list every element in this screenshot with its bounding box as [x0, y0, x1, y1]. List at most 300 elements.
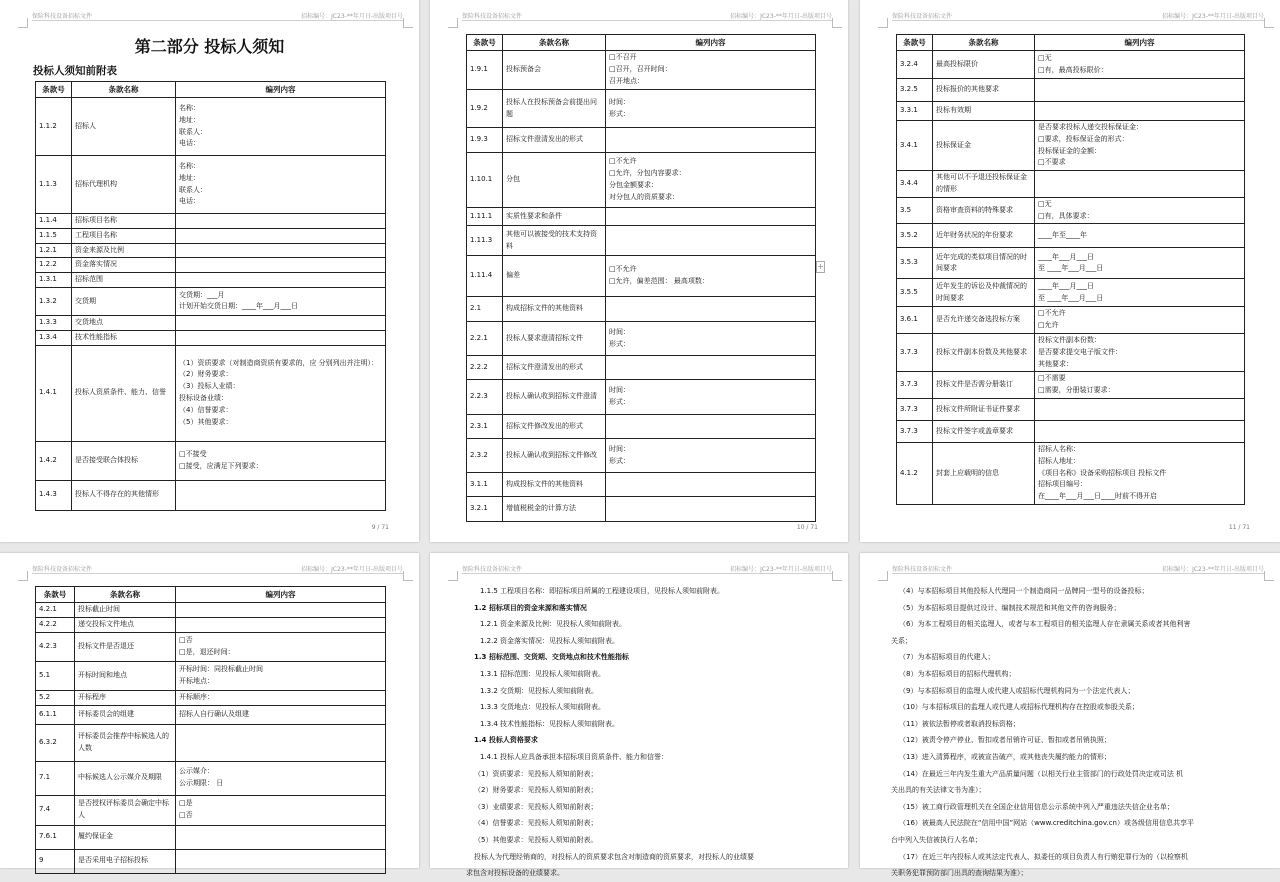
- clause-number: 1.2.1: [36, 243, 72, 258]
- paragraph-line: （12）被责令停产停业、暂扣或者吊销许可证、暂扣或者吊销执照；: [899, 736, 1111, 745]
- clause-number: 2.3.1: [467, 415, 503, 439]
- clause-name: 技术性能指标: [72, 330, 176, 345]
- clause-name: 投标报价的其他要求: [933, 79, 1035, 102]
- table-header-row: [897, 35, 1245, 51]
- table-row: [467, 356, 816, 380]
- table-row: [897, 420, 1245, 442]
- table-row: [36, 617, 386, 632]
- table-row: [36, 603, 386, 618]
- table-row: [36, 761, 386, 795]
- clause-content: [606, 415, 816, 439]
- body-text: [466, 583, 826, 882]
- table-row: [36, 273, 386, 288]
- paragraph-line: （3）业绩要求：见投标人须知前附表；: [474, 802, 598, 811]
- clause-number: 3.7.3: [897, 372, 933, 399]
- clause-name: 投标人在投标预备会前提出问题: [503, 90, 606, 128]
- table-row: [467, 256, 816, 297]
- clause-name: 投标人确认收到招标文件澄清: [503, 380, 606, 415]
- column-header: 编列内容: [176, 587, 386, 603]
- paragraph-line: 1.3.2 交货期：见投标人须知前附表。: [480, 686, 599, 695]
- paragraph-line: （7）为本招标项目的代建人；: [899, 653, 995, 662]
- table-row: [36, 705, 386, 724]
- clause-number: 3.4.4: [897, 171, 933, 198]
- clause-name: 投标文件是否退还: [75, 632, 176, 661]
- clause-number: 3.5: [897, 197, 933, 224]
- clause-content: [606, 208, 816, 226]
- table-row: [897, 197, 1245, 224]
- clause-content: [606, 297, 816, 322]
- table-row: [36, 849, 386, 873]
- paragraph-line: （5）其他要求：见投标人须知前附表。: [474, 835, 598, 844]
- clause-name: 开标时间和地点: [75, 661, 176, 690]
- clause-number: 3.7.3: [897, 333, 933, 371]
- clause-name: 开标程序: [75, 690, 176, 705]
- clause-number: 2.2.3: [467, 380, 503, 415]
- clause-name: 交货期: [72, 287, 176, 315]
- clause-content: [176, 214, 386, 229]
- clause-content: [176, 825, 386, 849]
- clause-name: 招标人: [72, 98, 176, 156]
- clause-number: 3.5.2: [897, 224, 933, 248]
- crop-mark: [832, 571, 842, 581]
- clause-number: 7.4: [36, 795, 75, 825]
- clause-number: 7.6.1: [36, 825, 75, 849]
- clause-number: 1.3.4: [36, 330, 72, 345]
- column-header: 编列内容: [606, 35, 816, 51]
- paragraph-line: （2）财务要求：见投标人须知前附表；: [474, 786, 598, 795]
- clause-name: 投标有效期: [933, 102, 1035, 121]
- table-row: [897, 121, 1245, 171]
- clause-number: 4.2.2: [36, 617, 75, 632]
- page-header: 保险科技设备招标文件 招标编号：JC23-**年月日-出版项目号: [462, 562, 832, 574]
- table-row: [36, 345, 386, 441]
- clause-name: 近年发生的诉讼及仲裁情况的时间要求: [933, 279, 1035, 307]
- clause-content: 开标时间：同投标截止时间 开标地点：: [176, 661, 386, 690]
- paragraph-line: （13）进入清算程序，或被宣告破产，或其他丧失履约能力的情形；: [899, 752, 1111, 761]
- clause-content: （1）资质要求（对制造商资质有要求的，应 分别列出并注明）： （2）财务要求： （3）投标人业绩： 投标设备业绩： （4）信誉要求： （5）其他要求：: [176, 345, 386, 441]
- clause-number: 4.2.3: [36, 632, 75, 661]
- paragraph-line: （4）与本招标项目其他投标人代理同一个制造商同一品牌同一型号的设备投标；: [899, 587, 1149, 595]
- clause-number: 7.1: [36, 761, 75, 795]
- clause-name: 增值税税金的计算方法: [503, 497, 606, 522]
- table-row: [897, 307, 1245, 334]
- paragraph-line: 1.2.1 资金来源及比例：见投标人须知前附表。: [480, 620, 627, 629]
- page-header: 保险科技设备招标文件 招标编号：JC23-**年月日-出版项目号: [32, 562, 403, 574]
- clause-name: 招标项目名称: [72, 214, 176, 229]
- column-header: 条款号: [36, 587, 75, 603]
- paragraph-line: （11）被依法暂停或者取消投标资格；: [899, 719, 1020, 728]
- clause-name: 招标代理机构: [72, 156, 176, 214]
- clause-content: [1035, 79, 1245, 102]
- document-page-11[interactable]: [860, 0, 1280, 542]
- table-row: [36, 795, 386, 825]
- column-header: 条款号: [36, 82, 72, 98]
- clause-name: 最高投标限价: [933, 51, 1035, 79]
- table-row: [36, 156, 386, 214]
- table-row: [467, 380, 816, 415]
- crop-mark: [403, 571, 413, 581]
- paragraph-line: （4）信誉要求：见投标人须知前附表；: [474, 819, 598, 828]
- clause-content: 公示媒介： 公示期限： 日: [176, 761, 386, 795]
- clause-content: [606, 356, 816, 380]
- table-row: [36, 214, 386, 229]
- clause-number: 1.1.3: [36, 156, 72, 214]
- clause-number: 6.1.1: [36, 705, 75, 724]
- clause-number: 4.2.1: [36, 603, 75, 618]
- clause-name: 投标人确认收到招标文件修改: [503, 439, 606, 473]
- clause-content: [1035, 420, 1245, 442]
- clause-content: □不召开 □召开，召开时间： 召开地点：: [606, 51, 816, 90]
- crop-mark: [832, 18, 842, 28]
- clause-number: 3.2.4: [897, 51, 933, 79]
- clause-content: [176, 480, 386, 510]
- paragraph-line: （10）与本招标项目的监理人或代建人或招标代理机构存在控股或参股关系；: [899, 703, 1139, 712]
- crop-mark: [1264, 18, 1274, 28]
- clause-content: □是 □否: [176, 795, 386, 825]
- clause-name: 近年完成的类似项目情况的时间要求: [933, 248, 1035, 279]
- paragraph-line: 台中列入失信被执行人名单；: [891, 835, 982, 844]
- table-row: [36, 287, 386, 315]
- clause-content: [176, 603, 386, 618]
- clause-content: 名称： 地址： 联系人： 电话：: [176, 156, 386, 214]
- crop-mark: [18, 18, 28, 28]
- table-row: [36, 258, 386, 273]
- clause-name: 投标文件副本份数及其他要求: [933, 333, 1035, 371]
- document-page-15[interactable]: [860, 553, 1280, 878]
- paragraph-line: 求包含对投标设备的业绩要求。: [466, 869, 564, 878]
- clause-name: 是否采用电子招标投标: [75, 849, 176, 873]
- table-row: [897, 224, 1245, 248]
- page-header: 保险科技设备招标文件 招标编号：JC23-**年月日-出版项目号: [32, 9, 403, 21]
- clause-number: 5.2: [36, 690, 75, 705]
- paragraph-line: （17）在近三年内投标人或其法定代表人、拟委任的项目负责人有行贿犯罪行为的（以检察机: [899, 852, 1188, 861]
- clause-name: 是否允许递交备选投标方案: [933, 307, 1035, 334]
- clause-name: 评标委员会推荐中标候选人的人数: [75, 724, 176, 761]
- clause-content: 投标文件副本份数： 是否要求提交电子版文件： 其他要求：: [1035, 333, 1245, 371]
- paragraph-line: 投标人为代理经销商的，对投标人的资质要求包含对制造商的资质要求，对投标人的业绩要: [474, 852, 754, 861]
- clause-number: 3.5.5: [897, 279, 933, 307]
- clause-number: 1.10.1: [467, 153, 503, 208]
- clause-number: 5.1: [36, 661, 75, 690]
- table-row: [36, 330, 386, 345]
- table-row: [897, 442, 1245, 504]
- clause-number: 3.2.1: [467, 497, 503, 522]
- clause-content: □不允许 □允许: [1035, 307, 1245, 334]
- clause-name: 投标人要求澄清招标文件: [503, 322, 606, 356]
- table-row: [36, 825, 386, 849]
- table-row: [36, 632, 386, 661]
- column-header: 条款号: [467, 35, 503, 51]
- clause-number: 1.1.5: [36, 228, 72, 243]
- clause-name: 投标文件所附证书证件要求: [933, 398, 1035, 420]
- clause-content: 时间： 形式：: [606, 90, 816, 128]
- table-row: [467, 322, 816, 356]
- table-row: [467, 226, 816, 256]
- table-row: [36, 480, 386, 510]
- section-heading: 1.4 投标人资格要求: [474, 736, 538, 745]
- table-row: [467, 497, 816, 522]
- column-header: 条款名称: [503, 35, 606, 51]
- clause-content: 是否要求投标人递交投标保证金： □要求，投标保证金的形式： 投标保证金的金额： □不要求: [1035, 121, 1245, 171]
- table-header-row: [467, 35, 816, 51]
- paragraph-line: （16）被最高人民法院在“信用中国”网站（www.creditchina.gov.cn）或各级信用信息共享平: [899, 819, 1194, 828]
- clause-name: 招标文件修改发出的形式: [503, 415, 606, 439]
- clause-number: 6.3.2: [36, 724, 75, 761]
- page-layout-icon[interactable]: +: [817, 262, 824, 271]
- table-row: [897, 79, 1245, 102]
- clause-content: □否 □是，退还时间：: [176, 632, 386, 661]
- clause-name: 是否授权评标委员会确定中标人: [75, 795, 176, 825]
- column-header: 编列内容: [1035, 35, 1245, 51]
- clause-content: [176, 617, 386, 632]
- clause-number: 9: [36, 849, 75, 873]
- clause-number: 1.4.3: [36, 480, 72, 510]
- document-page-13[interactable]: [430, 553, 848, 878]
- page-header: 保险科技设备招标文件 招标编号：JC23-**年月日-出版项目号: [462, 9, 832, 21]
- clause-name: 封套上应载明的信息: [933, 442, 1035, 504]
- clause-content: ____年___月___日 至 ____年___月___日: [1035, 279, 1245, 307]
- crop-mark: [403, 18, 413, 28]
- clause-content: 开标顺序：: [176, 690, 386, 705]
- clause-name: 投标文件签字或盖章要求: [933, 420, 1035, 442]
- column-header: 编列内容: [176, 82, 386, 98]
- clause-content: [176, 258, 386, 273]
- clause-content: [606, 226, 816, 256]
- table-row: [467, 415, 816, 439]
- clause-content: [176, 724, 386, 761]
- clause-number: 2.3.2: [467, 439, 503, 473]
- document-page-12[interactable]: [0, 553, 419, 868]
- clause-name: 投标文件是否需分册装订: [933, 372, 1035, 399]
- clause-number: 3.7.3: [897, 420, 933, 442]
- clause-name: 投标保证金: [933, 121, 1035, 171]
- table-header-row: [36, 82, 386, 98]
- clause-number: 3.6.1: [897, 307, 933, 334]
- notice-table: [35, 81, 386, 511]
- clause-content: □不允许 □允许，偏差范围： 最高项数：: [606, 256, 816, 297]
- table-row: [36, 724, 386, 761]
- clause-name: 构成投标文件的其他资料: [503, 473, 606, 497]
- clause-content: [176, 330, 386, 345]
- clause-content: 招标人名称： 招标人地址： 《项目名称》设备采购招标项目 投标文件 招标项目编号： 在____年___月___日____时前不得开启: [1035, 442, 1245, 504]
- clause-content: [1035, 102, 1245, 121]
- clause-number: 3.7.3: [897, 398, 933, 420]
- crop-mark: [878, 571, 888, 581]
- clause-content: [176, 228, 386, 243]
- section-heading: 1.3 招标范围、交货期、交货地点和技术性能指标: [474, 653, 629, 662]
- table-row: [897, 333, 1245, 371]
- paragraph-line: （6）为本工程项目的相关监理人，或者与本工程项目的相关监理人存在隶属关系或者其他利害: [899, 620, 1191, 629]
- paragraph-line: （5）为本招标项目提供过设计、编制技术规范和其他文件的咨询服务；: [899, 603, 1121, 612]
- clause-name: 交货地点: [72, 315, 176, 330]
- paragraph-line: （15）被工商行政管理机关在全国企业信用信息公示系统中列入严重违法失信企业名单；: [899, 802, 1174, 811]
- clause-number: 1.4.1: [36, 345, 72, 441]
- table-row: [36, 690, 386, 705]
- paragraph-line: 关系；: [891, 636, 912, 645]
- table-row: [897, 398, 1245, 420]
- clause-content: [606, 473, 816, 497]
- crop-mark: [448, 571, 458, 581]
- document-page-9[interactable]: [0, 0, 419, 542]
- clause-content: 时间： 形式：: [606, 380, 816, 415]
- clause-name: 近年财务状况的年份要求: [933, 224, 1035, 248]
- clause-name: 中标候选人公示媒介及期限: [75, 761, 176, 795]
- page-header: 保险科技设备招标文件 招标编号：JC23-**年月日-出版项目号: [892, 9, 1264, 21]
- clause-content: 名称： 地址： 联系人： 电话：: [176, 98, 386, 156]
- column-header: 条款名称: [933, 35, 1035, 51]
- clause-content: [176, 849, 386, 873]
- clause-number: 1.9.2: [467, 90, 503, 128]
- page-header: 保险科技设备招标文件 招标编号：JC23-**年月日-出版项目号: [892, 562, 1264, 574]
- clause-content: □无 □有，具体要求：: [1035, 197, 1245, 224]
- table-row: [467, 208, 816, 226]
- clause-number: 3.4.1: [897, 121, 933, 171]
- clause-content: [176, 315, 386, 330]
- clause-name: 投标预备会: [503, 51, 606, 90]
- notice-table: [35, 586, 386, 874]
- paragraph-line: 1.1.5 工程项目名称：即招标项目所属的工程建设项目，见投标人须知前附表。: [480, 587, 725, 595]
- table-row: [897, 102, 1245, 121]
- clause-name: 招标范围: [72, 273, 176, 288]
- clause-name: 履约保证金: [75, 825, 176, 849]
- page-number: 9 / 71: [371, 524, 389, 531]
- notice-table: [896, 34, 1245, 505]
- table-row: [467, 128, 816, 153]
- clause-content: □不允许 □允许，分包内容要求： 分包金额要求： 对分包人的资质要求：: [606, 153, 816, 208]
- paragraph-line: 1.2.2 资金落实情况：见投标人须知前附表。: [480, 636, 620, 645]
- clause-content: [606, 497, 816, 522]
- clause-content: ____年至____年: [1035, 224, 1245, 248]
- clause-name: 投标截止时间: [75, 603, 176, 618]
- section-heading: 1.2 招标项目的资金来源和落实情况: [474, 603, 587, 612]
- table-row: [897, 51, 1245, 79]
- clause-number: 1.1.2: [36, 98, 72, 156]
- clause-name: 评标委员会的组建: [75, 705, 176, 724]
- clause-number: 3.5.3: [897, 248, 933, 279]
- clause-name: 构成招标文件的其他资料: [503, 297, 606, 322]
- paragraph-line: 1.3.1 招标范围：见投标人须知前附表。: [480, 669, 606, 678]
- table-row: [36, 98, 386, 156]
- page-number: 10 / 71: [796, 524, 818, 531]
- clause-content: 时间： 形式：: [606, 322, 816, 356]
- clause-number: 1.3.2: [36, 287, 72, 315]
- paragraph-line: （9）与本招标项目的监理人或代建人或招标代理机构同为一个法定代表人；: [899, 686, 1135, 695]
- clause-name: 工程项目名称: [72, 228, 176, 243]
- clause-content: [1035, 398, 1245, 420]
- table-row: [36, 315, 386, 330]
- clause-number: 1.9.1: [467, 51, 503, 90]
- clause-number: 1.4.2: [36, 441, 72, 480]
- clause-name: 资金来源及比例: [72, 243, 176, 258]
- clause-content: [1035, 171, 1245, 198]
- clause-content: [176, 273, 386, 288]
- column-header: 条款号: [897, 35, 933, 51]
- table-row: [897, 279, 1245, 307]
- crop-mark: [878, 18, 888, 28]
- clause-name: 偏差: [503, 256, 606, 297]
- clause-number: 1.3.3: [36, 315, 72, 330]
- clause-name: 招标文件澄清发出的形式: [503, 356, 606, 380]
- clause-number: 3.1.1: [467, 473, 503, 497]
- clause-name: 投标人资质条件、能力、信誉: [72, 345, 176, 441]
- clause-number: 4.1.2: [897, 442, 933, 504]
- clause-number: 1.2.2: [36, 258, 72, 273]
- table-row: [36, 243, 386, 258]
- table-row: [897, 372, 1245, 399]
- clause-name: 分包: [503, 153, 606, 208]
- table-header-row: [36, 587, 386, 603]
- paragraph-line: （14）在最近三年内发生重大产品质量问题（以相关行业主管部门的行政处罚决定或司法 机: [899, 769, 1184, 778]
- table-row: [467, 51, 816, 90]
- clause-number: 1.11.3: [467, 226, 503, 256]
- body-text: [891, 583, 1261, 882]
- column-header: 条款名称: [75, 587, 176, 603]
- table-row: [467, 90, 816, 128]
- clause-number: 2.1: [467, 297, 503, 322]
- page-title: 第二部分 投标人须知: [134, 37, 285, 56]
- notice-table: [466, 34, 816, 522]
- paragraph-line: 关出具的有关法律文书为准）；: [891, 786, 986, 795]
- clause-content: 交货期：___月 计划开始交货日期：____年___月___日: [176, 287, 386, 315]
- clause-content: [606, 128, 816, 153]
- clause-name: 实质性要求和条件: [503, 208, 606, 226]
- clause-number: 1.9.3: [467, 128, 503, 153]
- clause-content: □不接受 □接受，应满足下列要求：: [176, 441, 386, 480]
- clause-content: 时间： 形式：: [606, 439, 816, 473]
- column-header: 条款名称: [72, 82, 176, 98]
- table-row: [897, 248, 1245, 279]
- crop-mark: [1264, 571, 1274, 581]
- table-row: [467, 297, 816, 322]
- document-page-10[interactable]: [430, 0, 848, 542]
- clause-number: 2.2.2: [467, 356, 503, 380]
- paragraph-line: 1.4.1 投标人应具备承担本招标项目资质条件、能力和信誉：: [480, 752, 669, 761]
- table-row: [467, 153, 816, 208]
- clause-number: 1.1.4: [36, 214, 72, 229]
- table-row: [467, 473, 816, 497]
- clause-name: 是否接受联合体投标: [72, 441, 176, 480]
- paragraph-line: 关职务犯罪预防部门出具的查询结果为准）；: [891, 869, 1028, 878]
- table-row: [36, 228, 386, 243]
- clause-number: 3.2.5: [897, 79, 933, 102]
- clause-number: 2.2.1: [467, 322, 503, 356]
- page-number: 11 / 71: [1228, 524, 1250, 531]
- clause-content: [176, 243, 386, 258]
- table-row: [467, 439, 816, 473]
- clause-content: □不需要 □需要，分册装订要求：: [1035, 372, 1245, 399]
- clause-number: 1.3.1: [36, 273, 72, 288]
- clause-number: 3.3.1: [897, 102, 933, 121]
- clause-name: 投标人不得存在的其他情形: [72, 480, 176, 510]
- clause-name: 资格审查资料的特殊要求: [933, 197, 1035, 224]
- clause-name: 资金落实情况: [72, 258, 176, 273]
- table-row: [897, 171, 1245, 198]
- clause-name: 其他可以不予退还投标保证金的情形: [933, 171, 1035, 198]
- clause-name: 递交投标文件地点: [75, 617, 176, 632]
- table-row: [36, 441, 386, 480]
- clause-name: 其他可以被接受的技术支持资料: [503, 226, 606, 256]
- clause-name: 招标文件澄清发出的形式: [503, 128, 606, 153]
- clause-number: 1.11.4: [467, 256, 503, 297]
- table-caption: 投标人须知前附表: [33, 65, 117, 77]
- table-row: [36, 661, 386, 690]
- crop-mark: [448, 18, 458, 28]
- paragraph-line: （1）资质要求：见投标人须知前附表；: [474, 769, 598, 778]
- paragraph-line: 1.3.3 交货地点：见投标人须知前附表。: [480, 703, 606, 712]
- clause-content: □无 □有，最高投标限价：: [1035, 51, 1245, 79]
- clause-content: 招标人自行确认及组建: [176, 705, 386, 724]
- paragraph-line: 1.3.4 技术性能指标：见投标人须知前附表。: [480, 719, 620, 728]
